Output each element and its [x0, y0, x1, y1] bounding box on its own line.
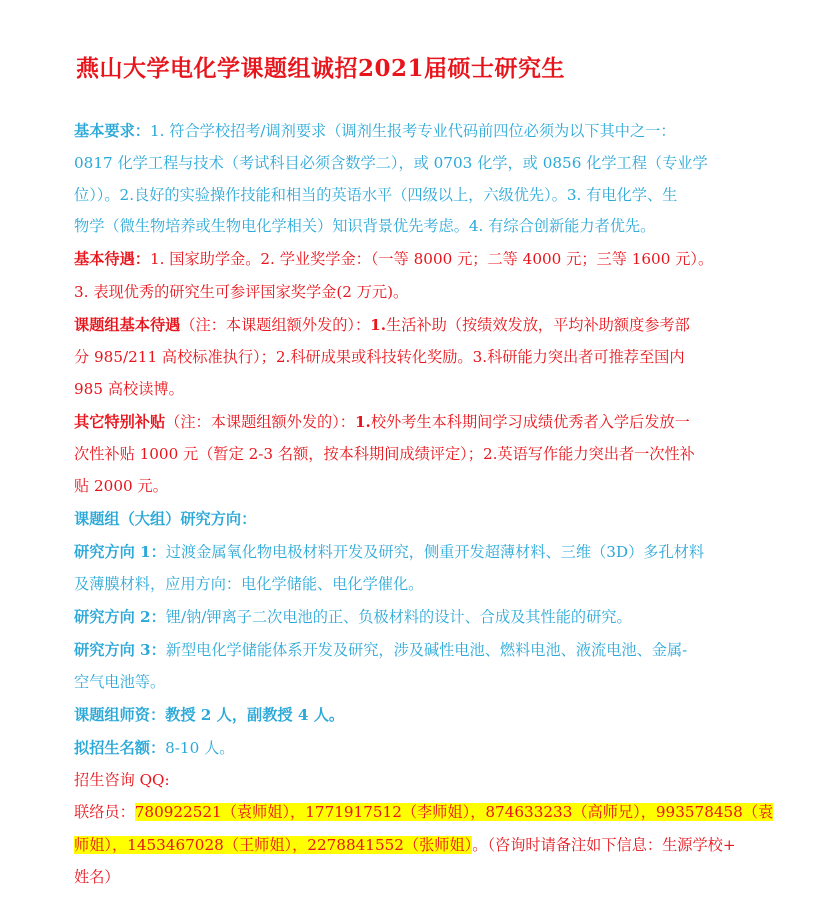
special-line-1: 其它特别补贴（注：本课题组额外发的）：1.校外考生本科期间学习成绩优秀者入学后发放一	[74, 413, 690, 431]
enroll-value: 8-10 人。	[165, 739, 235, 757]
direction-1-line-2: 及薄膜材料，应用方向：电化学储能、电化学催化。	[74, 575, 424, 593]
direction-3-line-1: 研究方向 3：新型电化学储能体系开发及研究，涉及碱性电池、燃料电池、液流电池、金属-	[74, 641, 688, 659]
contacts-highlight-2: 师姐），1453467028（王师姐），2278841552（张师姐）	[74, 836, 473, 854]
special-line-3: 贴 2000 元。	[74, 477, 168, 495]
special-line-2: 次性补贴 1000 元（暂定 2-3 名额，按本科期间成绩评定）；2.英语写作能力突出者一次性补	[74, 445, 695, 463]
benefits-label: 基本待遇：	[74, 250, 150, 268]
group-benefits-line-2: 分 985/211 高校标准执行）；2.科研成果或科技转化奖励。3.科研能力突出者可推荐至国内	[74, 348, 685, 366]
direction-2-label: 研究方向 2：	[74, 608, 166, 626]
group-benefits-line-3: 985 高校读博。	[74, 380, 184, 398]
contacts-line-2: 师姐），1453467028（王师姐），2278841552（张师姐）。（咨询时请备注如下信息：生源学校+	[74, 836, 736, 854]
enroll-line	[74, 737, 234, 759]
faculty-line	[74, 704, 344, 726]
benefits-line-1: 基本待遇：1. 国家助学金。2. 学业奖学金：（一等 8000 元；二等 4000 元；三等 1600 元）。	[74, 250, 714, 268]
benefits-line-2: 3. 表现优秀的研究生可参评国家奖学金(2 万元)。	[74, 283, 409, 301]
contacts-line-1	[74, 801, 773, 823]
group-benefits-line-1: 课题组基本待遇（注：本课题组额外发的）：1.生活补助（按绩效发放，平均补助额度参考部	[74, 316, 690, 334]
direction-1-label: 研究方向 1：	[74, 543, 166, 561]
directions-heading: 课题组（大组）研究方向：	[74, 510, 257, 528]
page-title: 燕山大学电化学课题组诚招2021届硕士研究生	[76, 55, 566, 82]
enroll-label: 拟招生名额：	[74, 739, 166, 757]
faculty-value: 教授 2 人，副教授 4 人。	[165, 706, 345, 724]
qq-heading: 招生咨询 QQ:	[74, 771, 170, 789]
faculty-label: 课题组师资：	[74, 706, 166, 724]
direction-1-line-1: 研究方向 1：过渡金属氧化物电极材料开发及研究，侧重开发超薄材料、三维（3D）多孔材料	[74, 543, 705, 561]
contacts-highlight-1: 780922521（袁师姐），1771917512（李师姐），874633233（高师兄），993578458（袁	[134, 803, 774, 821]
special-label: 其它特别补贴	[74, 413, 166, 431]
group-benefits-label: 课题组基本待遇	[74, 316, 181, 334]
direction-2-line-1: 研究方向 2：锂/钠/钾离子二次电池的正、负极材料的设计、合成及其性能的研究。	[74, 608, 632, 626]
contacts-line-3: 姓名）	[74, 868, 120, 886]
direction-3-line-2: 空气电池等。	[74, 673, 166, 691]
requirements-label: 基本要求：	[74, 122, 150, 140]
requirements-line-1: 基本要求：1. 符合学校招考/调剂要求（调剂生报考专业代码前四位必须为以下其中之一：	[74, 122, 676, 140]
requirements-line-3: 位））。2.良好的实验操作技能和相当的英语水平（四级以上，六级优先）。3. 有电化学、生	[74, 186, 678, 204]
requirements-line-4: 物学（微生物培养或生物电化学相关）知识背景优先考虑。4. 有综合创新能力者优先。	[74, 217, 656, 235]
direction-3-label: 研究方向 3：	[74, 641, 166, 659]
contacts-label: 联络员：	[74, 803, 135, 821]
requirements-line-2: 0817 化学工程与技术（考试科目必须含数学二），或 0703 化学，或 0856 化学工程（专业学	[74, 154, 708, 172]
